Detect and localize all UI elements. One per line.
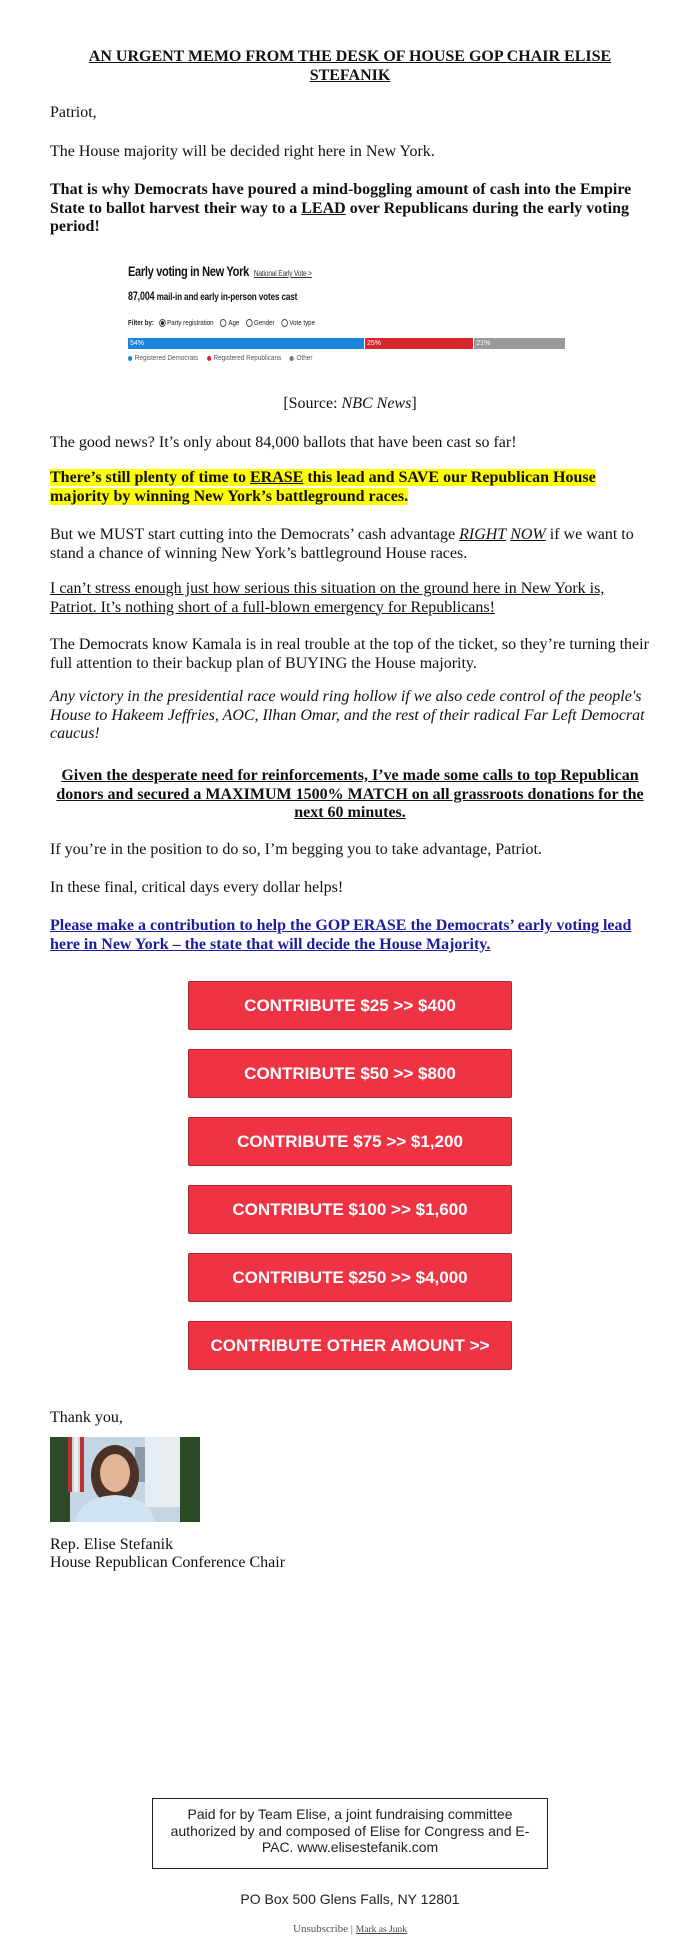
votes-cast-line	[128, 291, 297, 303]
national-early-vote-link: National Early Vote >	[253, 269, 312, 278]
unsubscribe-row	[0, 1923, 700, 1935]
contribute-50-button[interactable]: CONTRIBUTE $50 >> $800	[188, 1049, 512, 1098]
votes-label: mail-in and early in-person votes cast	[154, 291, 298, 303]
legend-republicans	[207, 353, 281, 362]
unsubscribe-link[interactable]: Unsubscribe	[293, 1923, 349, 1935]
text: But we MUST start cutting into the Democrats’ cash advantage	[50, 526, 460, 543]
paragraph-begging: If you’re in the position to do so, I’m begging you to take advantage, Patriot.	[50, 841, 542, 858]
text: [Source:	[283, 395, 342, 412]
red-dot-icon	[207, 356, 211, 361]
paragraph-presidential: Any victory in the presidential race would ring hollow if we also cede control of the people's House to Hakeem Jeffries, AOC, Ilhan Omar, and the rest of their radical Far Left Democrat caucus!	[50, 688, 645, 742]
bar-segment-democrats: 54%	[128, 338, 364, 349]
paragraph-democrats-cash	[50, 181, 650, 237]
paragraph-every-dollar: In these final, critical days every dollar helps!	[50, 879, 344, 896]
legend-other	[290, 353, 313, 362]
early-voting-chart-image	[128, 262, 568, 366]
bar-segment-republicans: 25%	[364, 338, 473, 349]
text: That is why Democrats have poured a mind-boggling amount of cash into the Empire State to ballot harvest their way to a	[50, 181, 632, 217]
lead-emphasis: LEAD	[301, 199, 346, 217]
contribute-250-button[interactable]: CONTRIBUTE $250 >> $4,000	[188, 1253, 512, 1302]
chart-title	[128, 264, 312, 279]
paragraph-must-start	[50, 526, 650, 563]
paragraph-highlighted	[50, 469, 650, 506]
closing: Thank you,	[50, 1409, 123, 1426]
paid-for-disclaimer: Paid for by Team Elise, a joint fundraising committee authorized by and composed of Elise for Congress and E-PAC. www.elisestefanik.com	[152, 1798, 548, 1869]
contribute-100-button[interactable]: CONTRIBUTE $100 >> $1,600	[188, 1185, 512, 1234]
signature-role: House Republican Conference Chair	[50, 1554, 286, 1571]
filter-option-gender	[246, 318, 275, 327]
text: ]	[411, 395, 417, 412]
paragraph-kamala: The Democrats know Kamala is in real trouble at the top of the ticket, so they’re turning their full attention to their backup plan of BUYING the House majority.	[50, 636, 649, 672]
erase-emphasis: ERASE	[249, 469, 304, 486]
portrait-image	[50, 1437, 200, 1522]
signature-name: Rep. Elise Stefanik	[50, 1536, 174, 1553]
paragraph-good-news: The good news? It’s only about 84,000 ballots that have been cast so far!	[50, 434, 517, 451]
greeting: Patriot,	[50, 104, 97, 121]
mark-as-junk-link[interactable]: Mark as Junk	[355, 1925, 407, 1935]
legend-democrats	[128, 353, 198, 362]
filter-option-label: Age	[228, 318, 240, 327]
filter-option-label: Gender	[254, 318, 275, 327]
blue-dot-icon	[128, 356, 132, 361]
source-name: NBC News	[341, 395, 412, 412]
paragraph-emergency: I can’t stress enough just how serious this situation on the ground here in New York is, Patriot. It’s nothing short of a full-blown emergency for Republicans!	[50, 580, 605, 616]
gray-dot-icon	[290, 356, 294, 361]
paragraph-match: Given the desperate need for reinforcements, I’ve made some calls to top Republican donors and secured a MAXIMUM 1500% MATCH on all grassroots donations for the next 60 minutes.	[56, 767, 644, 821]
right-emphasis: RIGHT	[459, 526, 507, 543]
legend-label: Registered Republicans	[213, 353, 282, 362]
mailing-address: PO Box 500 Glens Falls, NY 12801	[240, 1891, 460, 1907]
text: this lead and SAVE our Republican House majority by winning New York’s battleground races.	[50, 469, 596, 505]
chart-title-text: Early voting in New York	[128, 264, 249, 279]
contribute-25-button[interactable]: CONTRIBUTE $25 >> $400	[188, 981, 512, 1030]
filter-option-age	[220, 318, 239, 327]
cta-paragraph	[50, 917, 650, 954]
radio-selected-icon	[159, 319, 166, 327]
votes-count: 87,004	[128, 291, 155, 303]
chart-legend	[128, 353, 312, 362]
radio-icon	[281, 319, 288, 327]
separator: |	[348, 1923, 356, 1935]
bar-segment-other: 21%	[473, 338, 565, 349]
legend-label: Other	[296, 353, 313, 362]
paragraph-house-majority: The House majority will be decided right here in New York.	[50, 143, 435, 160]
contribute-link[interactable]: Please make a contribution to help the GOP ERASE the Democrats’ early voting lead here in New York – the state that will decide the House Majority.	[50, 917, 632, 953]
text: over Republicans during the early voting period!	[50, 199, 629, 235]
filter-label: Filter by:	[128, 318, 154, 327]
filter-option-label: Party registration	[167, 318, 214, 327]
filter-option-label: Vote type	[289, 318, 315, 327]
legend-label: Registered Democrats	[134, 353, 199, 362]
filter-row	[128, 318, 318, 327]
filter-option-party	[159, 318, 214, 327]
text: There’s still plenty of time to	[50, 469, 250, 486]
source-caption	[50, 395, 650, 414]
text: if we want to stand a chance of winning New York’s battleground House races.	[50, 526, 634, 562]
stefanik-photo	[50, 1437, 200, 1522]
filter-option-vote-type	[281, 318, 315, 327]
contribute-75-button[interactable]: CONTRIBUTE $75 >> $1,200	[188, 1117, 512, 1166]
contribute-other-button[interactable]: CONTRIBUTE OTHER AMOUNT >>	[188, 1321, 512, 1370]
memo-title: AN URGENT MEMO FROM THE DESK OF HOUSE GOP CHAIR ELISE STEFANIK	[88, 48, 612, 84]
now-emphasis: NOW	[510, 526, 546, 543]
radio-icon	[246, 319, 253, 327]
radio-icon	[220, 319, 227, 327]
stacked-bar	[128, 338, 565, 349]
